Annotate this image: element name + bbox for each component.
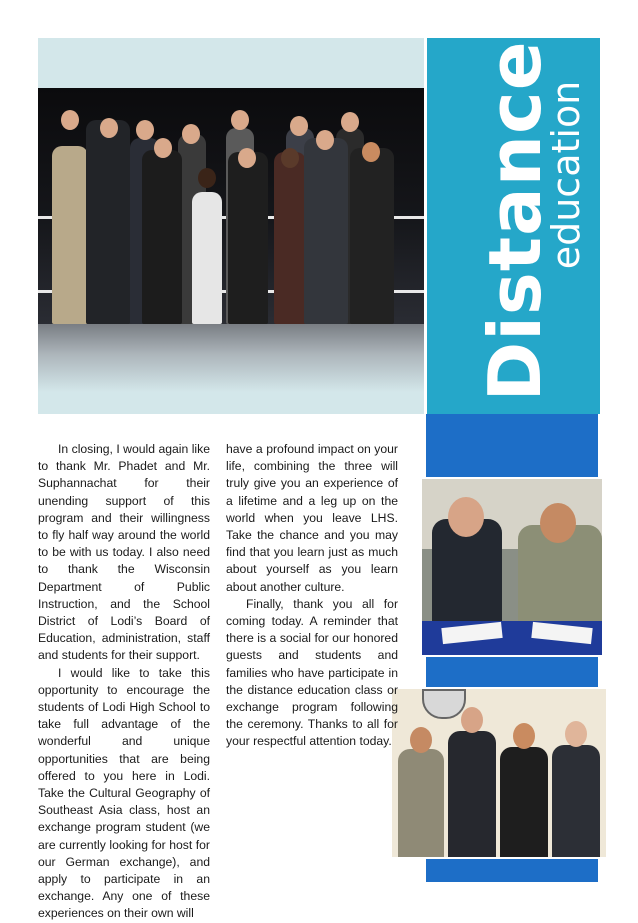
person-figure bbox=[142, 150, 182, 324]
signing-photo bbox=[420, 477, 604, 657]
paragraph: I would like to take this opportunity to encourage the students of Lodi High School to take full advantage of the wonderful and unique opportunities that are being offered to you here in Lodi. Take the Cultural Geography of Southeast Asia class, host an exchange program student (we are currently looking for host for our German exchange), and apply to participate in an exchange. Any one of these experiences on their own will bbox=[38, 665, 210, 921]
person-head bbox=[461, 707, 483, 733]
person-head bbox=[448, 497, 484, 537]
person-head bbox=[540, 503, 576, 543]
person-figure bbox=[228, 152, 268, 324]
person-head bbox=[290, 116, 308, 136]
person-head bbox=[238, 148, 256, 168]
photo-reflection bbox=[38, 324, 424, 392]
group-photo-small bbox=[390, 687, 608, 859]
person-figure bbox=[552, 745, 600, 859]
person-head bbox=[565, 721, 587, 747]
text-column-left bbox=[38, 441, 210, 923]
person-head bbox=[154, 138, 172, 158]
person-head bbox=[341, 112, 359, 132]
person-head bbox=[281, 148, 299, 168]
group-photo bbox=[38, 88, 424, 324]
person-figure bbox=[500, 747, 548, 859]
title-main: Distance bbox=[473, 40, 557, 402]
person-figure bbox=[448, 731, 496, 859]
person-figure bbox=[52, 146, 88, 324]
paragraph: Finally, thank you all for coming today. A reminder that there is a social for our honored guests and students and families who have participate in the distance education class or exchange program following the ceremony. Thanks to all for your respectful attention today. bbox=[226, 596, 398, 749]
person-head bbox=[61, 110, 79, 130]
person-figure bbox=[304, 138, 348, 324]
person-head bbox=[100, 118, 118, 138]
person-head bbox=[231, 110, 249, 130]
person-figure bbox=[274, 152, 306, 324]
paragraph: have a profound impact on your life, combining the three will truly give you an experience of a lifetime and a leg up on the world when you leave LHS. Take the chance and you may find that you learn just as much about yourself as you learn about another culture. bbox=[226, 442, 398, 594]
person-figure bbox=[192, 192, 222, 324]
person-head bbox=[136, 120, 154, 140]
person-head bbox=[362, 142, 380, 162]
paragraph: In closing, I would again like to thank Mr. Phadet and Mr. Suphannachat for their unending support of this program and their willingness to fly half way around the world to be with us today. I also need to thank the Wisconsin Department of Public Instruction, and the School District of Lodi’s Board of Education, administration, staff and students for their support. bbox=[38, 442, 210, 663]
person-figure bbox=[350, 148, 394, 324]
person-figure bbox=[398, 749, 444, 859]
person-head bbox=[316, 130, 334, 150]
person-head bbox=[513, 723, 535, 749]
title-sub: education bbox=[544, 80, 588, 270]
person-head bbox=[198, 168, 216, 188]
person-figure bbox=[86, 120, 130, 324]
text-column-right bbox=[226, 441, 398, 751]
person-head bbox=[182, 124, 200, 144]
wall-clock bbox=[422, 689, 466, 719]
person-head bbox=[410, 727, 432, 753]
